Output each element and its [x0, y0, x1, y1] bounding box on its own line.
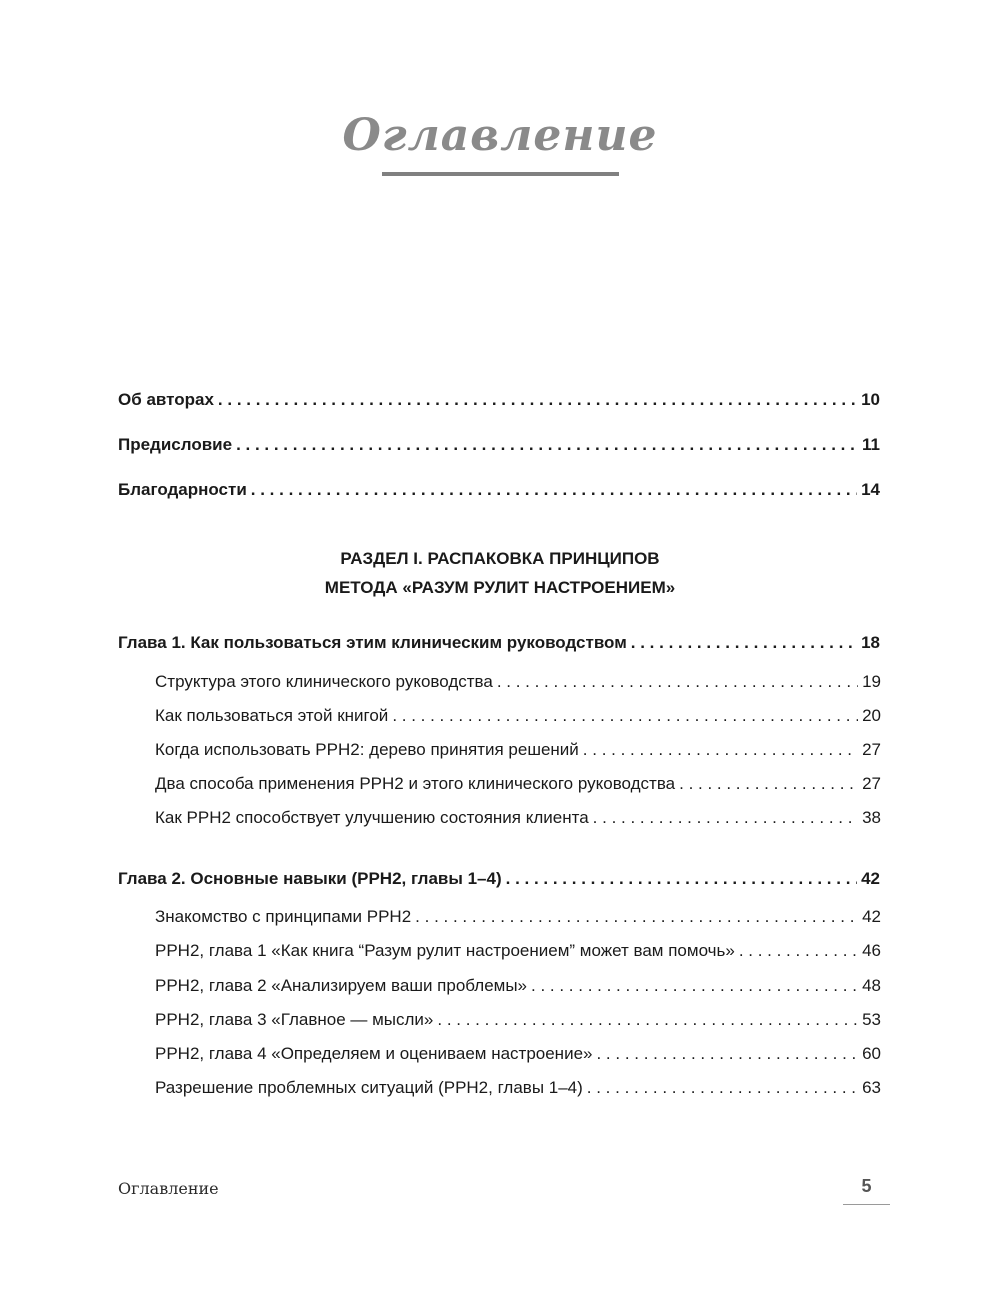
dot-leader	[506, 868, 857, 890]
dot-leader	[631, 632, 857, 654]
toc-item[interactable]	[155, 906, 881, 928]
section-heading-line2: МЕТОДА «РАЗУМ РУЛИТ НАСТРОЕНИЕМ»	[324, 578, 676, 597]
toc-item-page: 46	[862, 941, 881, 960]
toc-entry-page: 14	[861, 480, 880, 499]
toc-item[interactable]	[155, 671, 881, 693]
toc-item-label: Два способа применения РРН2 и этого клинического руководства	[155, 774, 676, 793]
toc-item[interactable]	[155, 739, 881, 761]
toc-entry-about-authors[interactable]	[118, 389, 880, 411]
toc-item-page: 63	[862, 1078, 881, 1097]
title-underline	[382, 172, 619, 176]
toc-entry-page: 10	[861, 390, 880, 409]
dot-leader	[739, 940, 858, 962]
dot-leader	[679, 773, 858, 795]
toc-chapter-page: 42	[861, 869, 880, 888]
toc-chapter-label: Глава 1. Как пользоваться этим клиническим руководством	[118, 633, 627, 652]
toc-item-page: 19	[862, 672, 881, 691]
toc-item-label: РРН2, глава 3 «Главное — мысли»	[155, 1010, 434, 1029]
page-title: Оглавление	[342, 110, 658, 161]
dot-leader	[587, 1077, 858, 1099]
toc-item-label: Как РРН2 способствует улучшению состояния клиента	[155, 808, 589, 827]
dot-leader	[583, 739, 858, 761]
toc-item-page: 60	[862, 1044, 881, 1063]
dot-leader	[392, 705, 858, 727]
toc-item-page: 27	[862, 740, 881, 759]
toc-item[interactable]	[155, 1043, 881, 1065]
dot-leader	[593, 807, 858, 829]
dot-leader	[596, 1043, 858, 1065]
toc-chapter-1[interactable]	[118, 632, 880, 654]
toc-entry-label: Об авторах	[118, 390, 214, 409]
toc-item[interactable]	[155, 1077, 881, 1099]
toc-item-page: 20	[862, 706, 881, 725]
toc-entry-label: Предисловие	[118, 435, 233, 454]
toc-item-label: РРН2, глава 4 «Определяем и оцениваем настроение»	[155, 1044, 593, 1063]
toc-item-label: Знакомство с принципами РРН2	[155, 907, 412, 926]
toc-entry-acknowledgements[interactable]	[118, 479, 880, 501]
dot-leader	[497, 671, 858, 693]
toc-item-label: Когда использовать РРН2: дерево принятия решений	[155, 740, 579, 759]
toc-chapter-label: Глава 2. Основные навыки (РРН2, главы 1–4)	[118, 869, 502, 888]
dot-leader	[218, 389, 857, 411]
toc-item[interactable]	[155, 807, 881, 829]
toc-entry-label: Благодарности	[118, 480, 247, 499]
dot-leader	[251, 479, 857, 501]
toc-item-label: Разрешение проблемных ситуаций (РРН2, главы 1–4)	[155, 1078, 583, 1097]
toc-entry-page: 11	[862, 435, 880, 454]
section-heading-line1: РАЗДЕЛ I. РАСПАКОВКА ПРИНЦИПОВ	[340, 549, 660, 568]
toc-item-page: 42	[862, 907, 881, 926]
toc-entry-preface[interactable]	[118, 434, 880, 456]
toc-chapter-2[interactable]	[118, 868, 880, 890]
dot-leader	[531, 975, 858, 997]
toc-item-label: Как пользоваться этой книгой	[155, 706, 389, 725]
toc-item-label: Структура этого клинического руководства	[155, 672, 493, 691]
toc-item[interactable]	[155, 1009, 881, 1031]
page-number-rule	[843, 1204, 890, 1205]
dot-leader	[236, 434, 858, 456]
toc-item-page: 38	[862, 808, 881, 827]
toc-item-label: РРН2, глава 2 «Анализируем ваши проблемы»	[155, 976, 528, 995]
toc-chapter-page: 18	[861, 633, 880, 652]
section-heading	[0, 544, 1000, 602]
dot-leader	[437, 1009, 858, 1031]
running-footer: Оглавление	[118, 1179, 219, 1198]
toc-item-page: 53	[862, 1010, 881, 1029]
toc-item-page: 48	[862, 976, 881, 995]
toc-item-label: РРН2, глава 1 «Как книга “Разум рулит настроением” может вам помочь»	[155, 941, 735, 960]
dot-leader	[415, 906, 858, 928]
toc-item-page: 27	[862, 774, 881, 793]
toc-item[interactable]	[155, 940, 881, 962]
toc-item[interactable]	[155, 705, 881, 727]
toc-item[interactable]	[155, 773, 881, 795]
toc-item[interactable]	[155, 975, 881, 997]
page-number: 5	[861, 1176, 872, 1196]
